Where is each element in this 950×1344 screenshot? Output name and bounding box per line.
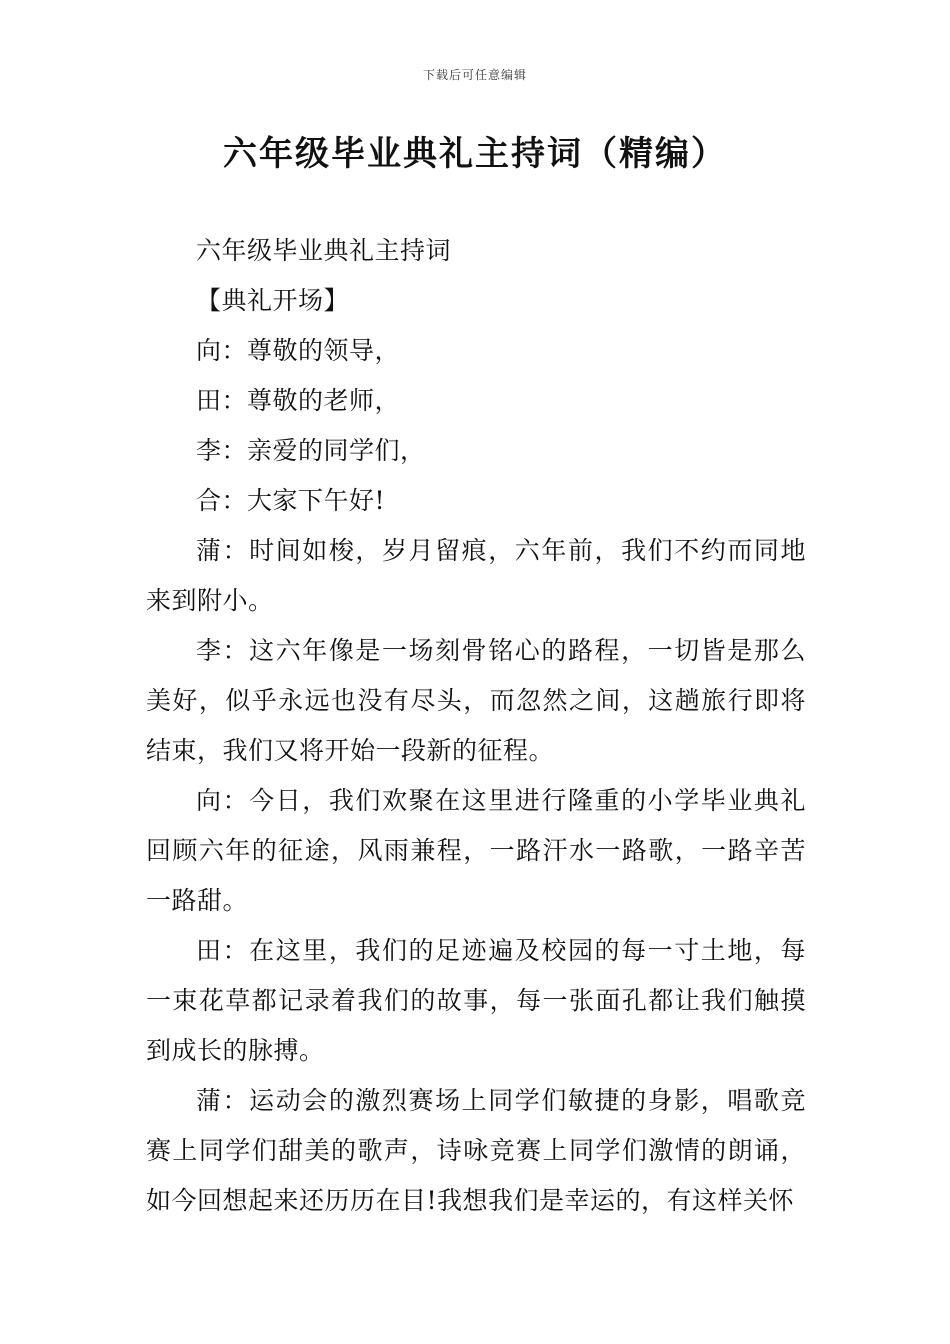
paragraph: 蒲：时间如梭，岁月留痕，六年前，我们不约而同地来到附小。	[146, 536, 806, 615]
document-title: 六年级毕业典礼主持词（精编）	[223, 134, 727, 174]
paragraph: 六年级毕业典礼主持词	[196, 236, 452, 265]
paragraph: 李：这六年像是一场刻骨铭心的路程，一切皆是那么美好，似乎永远也没有尽头，而忽然之间，这趟旅行即将结束，我们又将开始一段新的征程。	[146, 636, 806, 765]
paragraph: 李：亲爱的同学们，	[196, 436, 426, 465]
header-note: 下载后可任意编辑	[422, 68, 527, 82]
paragraph: 向：今日，我们欢聚在这里进行隆重的小学毕业典礼回顾六年的征途，风雨兼程，一路汗水一路歌，一路辛苦一路甜。	[146, 786, 806, 915]
paragraph: 【典礼开场】	[196, 286, 350, 315]
paragraph: 蒲：运动会的激烈赛场上同学们敏捷的身影，唱歌竞赛上同学们甜美的歌声，诗咏竞赛上同学们激情的朗诵，如今回想起来还历历在目!我想我们是幸运的，有这样关怀	[146, 1086, 806, 1215]
paragraph: 合：大家下午好!	[196, 486, 386, 515]
paragraph: 田：在这里，我们的足迹遍及校园的每一寸土地，每一束花草都记录着我们的故事，每一张面孔都让我们触摸到成长的脉搏。	[146, 936, 806, 1065]
paragraph: 向：尊敬的领导，	[196, 336, 401, 365]
paragraph: 田：尊敬的老师，	[196, 386, 401, 415]
document-body	[146, 226, 806, 1226]
